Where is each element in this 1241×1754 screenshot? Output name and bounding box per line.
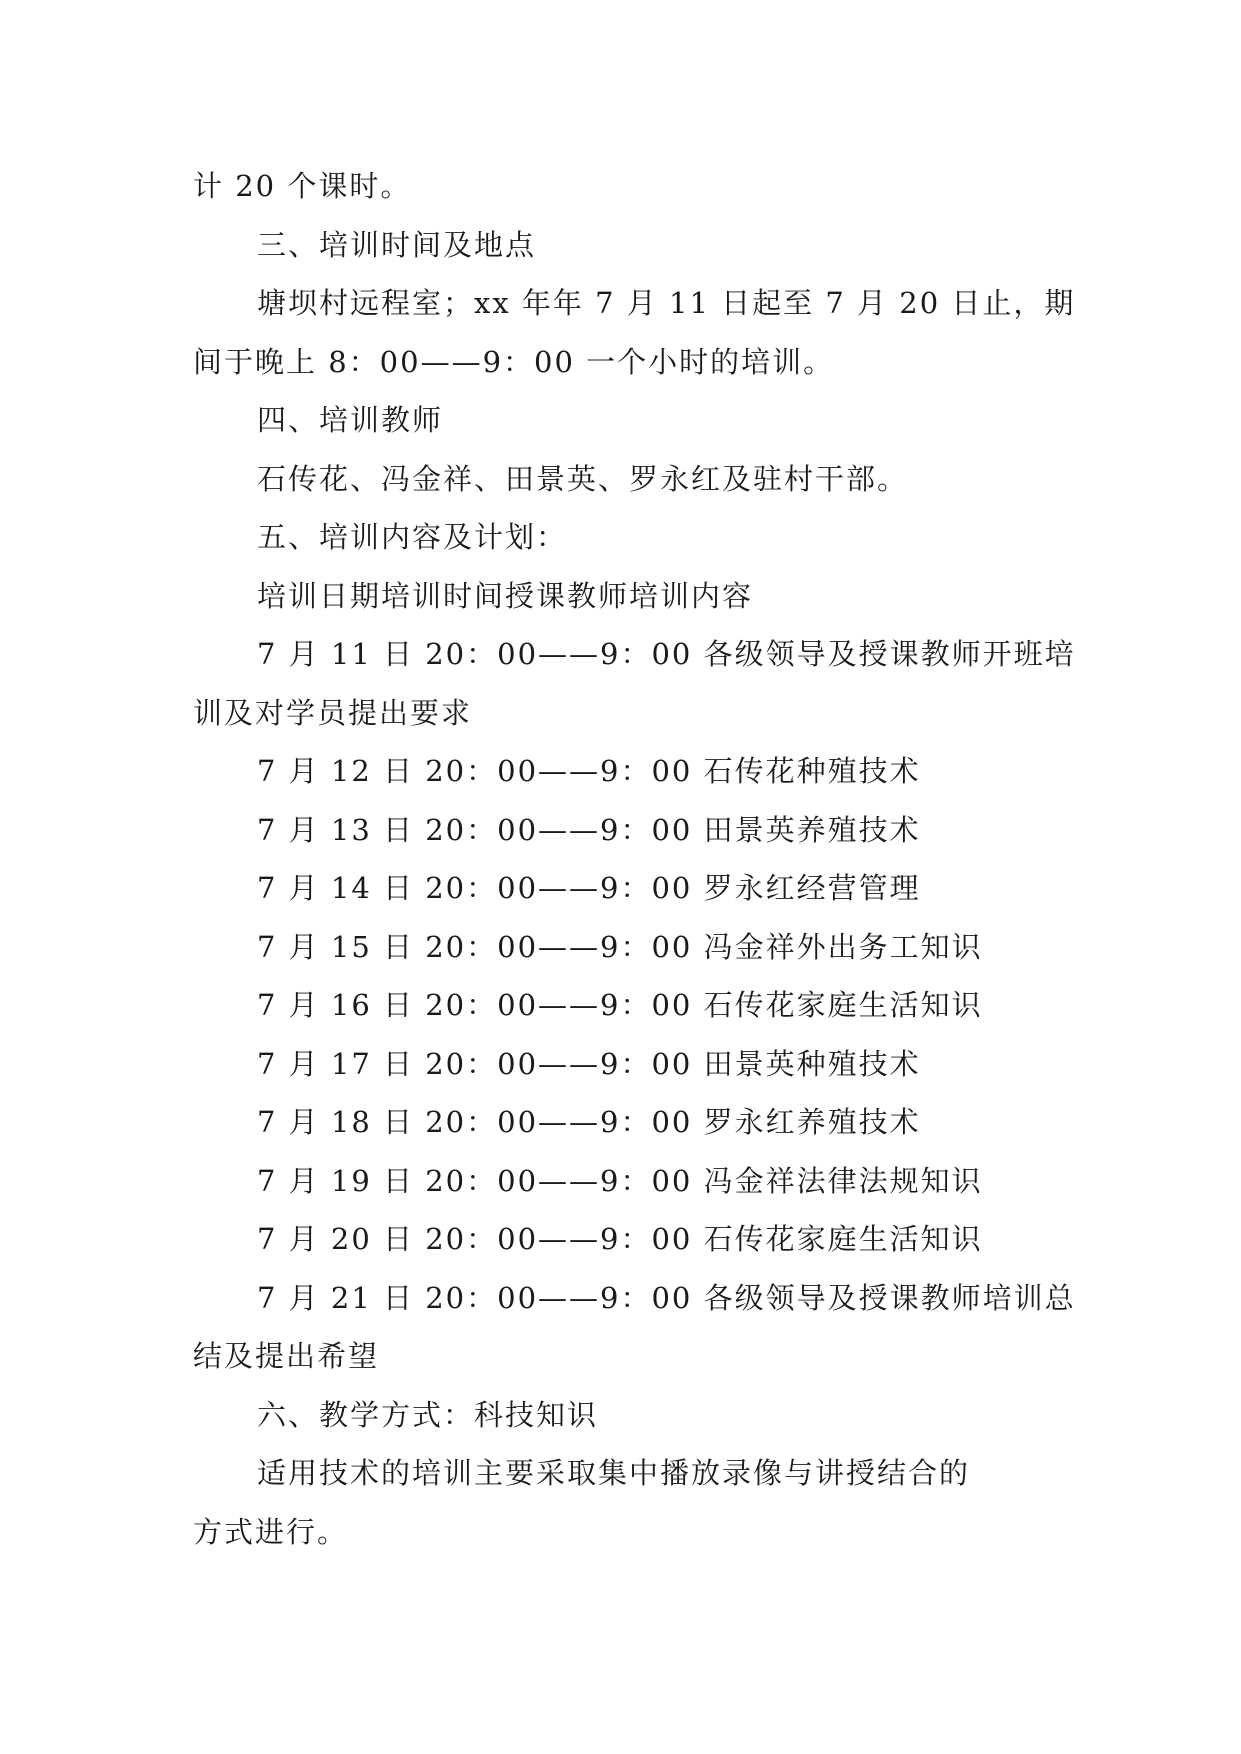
schedule-entry: 7 月 17 日 20：00——9：00 田景英种殖技术 [257, 1046, 921, 1081]
text-line: 塘坝村远程室；xx 年年 7 月 11 日起至 7 月 20 日止，期 [257, 286, 1076, 320]
text-line: 石传花、冯金祥、田景英、罗永红及驻村干部。 [257, 461, 909, 496]
schedule-entry: 7 月 19 日 20：00——9：00 冯金祥法律法规知识 [257, 1163, 983, 1198]
schedule-entry: 7 月 11 日 20：00——9：00 各级领导及授课教师开班培 [257, 637, 1076, 671]
schedule-entry: 7 月 20 日 20：00——9：00 石传花家庭生活知识 [257, 1222, 983, 1256]
schedule-entry-continuation: 结及提出希望 [193, 1339, 380, 1373]
section-heading-content-plan: 五、培训内容及计划： [257, 520, 568, 554]
document-body [193, 157, 1076, 1561]
schedule-entry: 7 月 15 日 20：00——9：00 冯金祥外出务工知识 [257, 929, 983, 964]
section-heading-teaching-method: 六、教学方式：科技知识 [257, 1397, 599, 1432]
text-line: 间于晚上 8：00——9：00 一个小时的培训。 [193, 344, 835, 379]
text-line: 方式进行。 [193, 1514, 349, 1549]
text-line: 计 20 个课时。 [193, 169, 412, 203]
schedule-header: 培训日期培训时间授课教师培训内容 [257, 578, 754, 613]
schedule-entry: 7 月 14 日 20：00——9：00 罗永红经营管理 [257, 871, 921, 905]
schedule-entry: 7 月 21 日 20：00——9：00 各级领导及授课教师培训总 [257, 1280, 1076, 1315]
section-heading-time-location: 三、培训时间及地点 [257, 227, 537, 262]
section-heading-teachers: 四、培训教师 [257, 403, 444, 437]
schedule-entry: 7 月 13 日 20：00——9：00 田景英养殖技术 [257, 812, 921, 847]
schedule-entry-continuation: 训及对学员提出要求 [193, 695, 473, 730]
text-line: 适用技术的培训主要采取集中播放录像与讲授结合的 [257, 1456, 971, 1490]
schedule-entry: 7 月 16 日 20：00——9：00 石传花家庭生活知识 [257, 988, 983, 1022]
schedule-entry: 7 月 12 日 20：00——9：00 石传花种殖技术 [257, 754, 921, 788]
schedule-entry: 7 月 18 日 20：00——9：00 罗永红养殖技术 [257, 1105, 921, 1139]
